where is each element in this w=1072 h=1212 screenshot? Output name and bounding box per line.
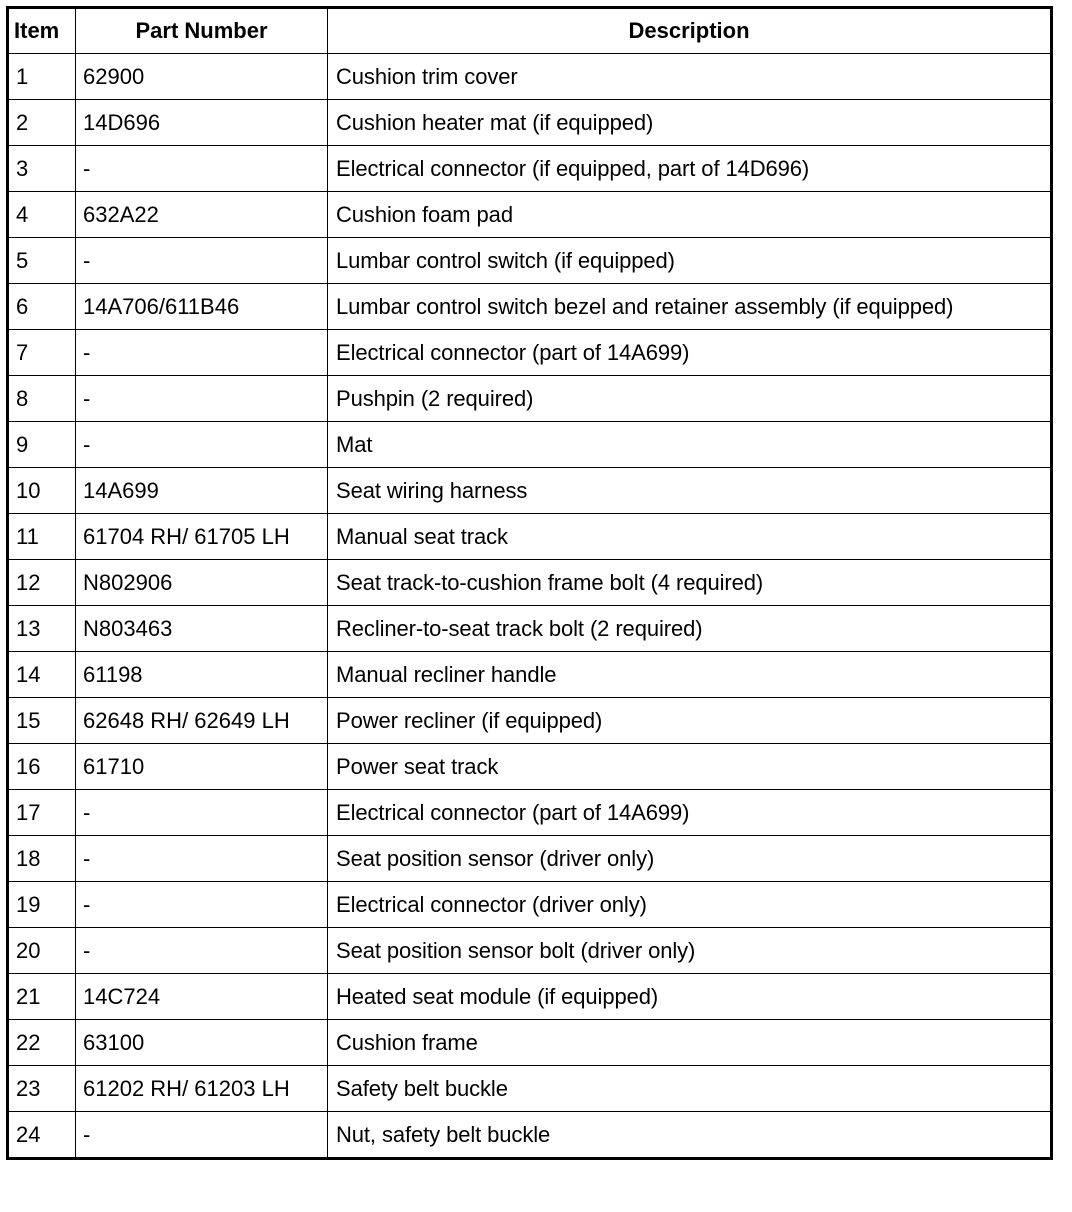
table-row	[8, 974, 1052, 1020]
table-header	[8, 8, 1052, 54]
cell-item: 23	[8, 1066, 76, 1112]
cell-description: Recliner-to-seat track bolt (2 required)	[328, 606, 1052, 652]
cell-description: Electrical connector (part of 14A699)	[328, 790, 1052, 836]
cell-part-number: 14D696	[76, 100, 328, 146]
table-row	[8, 1020, 1052, 1066]
cell-item: 14	[8, 652, 76, 698]
cell-item: 2	[8, 100, 76, 146]
cell-item: 4	[8, 192, 76, 238]
cell-description: Nut, safety belt buckle	[328, 1112, 1052, 1159]
cell-description: Cushion trim cover	[328, 54, 1052, 100]
cell-item: 9	[8, 422, 76, 468]
cell-description: Cushion frame	[328, 1020, 1052, 1066]
cell-description: Heated seat module (if equipped)	[328, 974, 1052, 1020]
table-row	[8, 54, 1052, 100]
table-row	[8, 790, 1052, 836]
cell-description: Cushion foam pad	[328, 192, 1052, 238]
cell-part-number: -	[76, 146, 328, 192]
table-row	[8, 284, 1052, 330]
cell-item: 20	[8, 928, 76, 974]
cell-description: Seat track-to-cushion frame bolt (4 required)	[328, 560, 1052, 606]
cell-description: Lumbar control switch (if equipped)	[328, 238, 1052, 284]
cell-part-number: -	[76, 422, 328, 468]
cell-part-number: 61710	[76, 744, 328, 790]
cell-part-number: -	[76, 330, 328, 376]
cell-description: Cushion heater mat (if equipped)	[328, 100, 1052, 146]
cell-part-number: 14A699	[76, 468, 328, 514]
table-row	[8, 468, 1052, 514]
table-row	[8, 330, 1052, 376]
cell-part-number: 61198	[76, 652, 328, 698]
cell-part-number: 632A22	[76, 192, 328, 238]
cell-part-number: 61704 RH/ 61705 LH	[76, 514, 328, 560]
table-row	[8, 422, 1052, 468]
table-row	[8, 882, 1052, 928]
parts-table	[6, 6, 1053, 1160]
cell-part-number: -	[76, 790, 328, 836]
table-row	[8, 100, 1052, 146]
cell-part-number: N803463	[76, 606, 328, 652]
cell-item: 22	[8, 1020, 76, 1066]
cell-description: Electrical connector (part of 14A699)	[328, 330, 1052, 376]
cell-part-number: 62648 RH/ 62649 LH	[76, 698, 328, 744]
table-row	[8, 698, 1052, 744]
cell-description: Power recliner (if equipped)	[328, 698, 1052, 744]
cell-part-number: 62900	[76, 54, 328, 100]
cell-item: 6	[8, 284, 76, 330]
table-row	[8, 836, 1052, 882]
cell-item: 7	[8, 330, 76, 376]
cell-description: Seat position sensor (driver only)	[328, 836, 1052, 882]
cell-description: Seat position sensor bolt (driver only)	[328, 928, 1052, 974]
table-row	[8, 146, 1052, 192]
table-row	[8, 652, 1052, 698]
cell-item: 16	[8, 744, 76, 790]
cell-part-number: -	[76, 882, 328, 928]
cell-description: Manual recliner handle	[328, 652, 1052, 698]
cell-part-number: 14C724	[76, 974, 328, 1020]
cell-part-number: N802906	[76, 560, 328, 606]
table-row	[8, 238, 1052, 284]
cell-part-number: -	[76, 238, 328, 284]
table-row	[8, 744, 1052, 790]
cell-part-number: -	[76, 1112, 328, 1159]
cell-item: 17	[8, 790, 76, 836]
table-row	[8, 376, 1052, 422]
header-row	[8, 8, 1052, 54]
table-body	[8, 54, 1052, 1159]
cell-item: 5	[8, 238, 76, 284]
header-part-number: Part Number	[76, 8, 328, 54]
cell-item: 24	[8, 1112, 76, 1159]
header-item: Item	[8, 8, 76, 54]
cell-item: 21	[8, 974, 76, 1020]
cell-description: Electrical connector (driver only)	[328, 882, 1052, 928]
cell-item: 15	[8, 698, 76, 744]
cell-item: 11	[8, 514, 76, 560]
cell-description: Mat	[328, 422, 1052, 468]
cell-item: 3	[8, 146, 76, 192]
cell-part-number: -	[76, 376, 328, 422]
table-row	[8, 928, 1052, 974]
cell-description: Manual seat track	[328, 514, 1052, 560]
cell-description: Power seat track	[328, 744, 1052, 790]
cell-item: 12	[8, 560, 76, 606]
cell-description: Safety belt buckle	[328, 1066, 1052, 1112]
table-row	[8, 1112, 1052, 1159]
cell-description: Seat wiring harness	[328, 468, 1052, 514]
cell-part-number: -	[76, 928, 328, 974]
cell-item: 10	[8, 468, 76, 514]
cell-part-number: 61202 RH/ 61203 LH	[76, 1066, 328, 1112]
table-row	[8, 192, 1052, 238]
cell-description: Pushpin (2 required)	[328, 376, 1052, 422]
cell-item: 19	[8, 882, 76, 928]
cell-description: Lumbar control switch bezel and retainer assembly (if equipped)	[328, 284, 1052, 330]
cell-item: 1	[8, 54, 76, 100]
table-row	[8, 514, 1052, 560]
table-row	[8, 1066, 1052, 1112]
table-row	[8, 560, 1052, 606]
cell-part-number: 63100	[76, 1020, 328, 1066]
cell-item: 8	[8, 376, 76, 422]
table-row	[8, 606, 1052, 652]
cell-part-number: -	[76, 836, 328, 882]
cell-description: Electrical connector (if equipped, part of 14D696)	[328, 146, 1052, 192]
header-description: Description	[328, 8, 1052, 54]
cell-part-number: 14A706/611B46	[76, 284, 328, 330]
cell-item: 13	[8, 606, 76, 652]
cell-item: 18	[8, 836, 76, 882]
